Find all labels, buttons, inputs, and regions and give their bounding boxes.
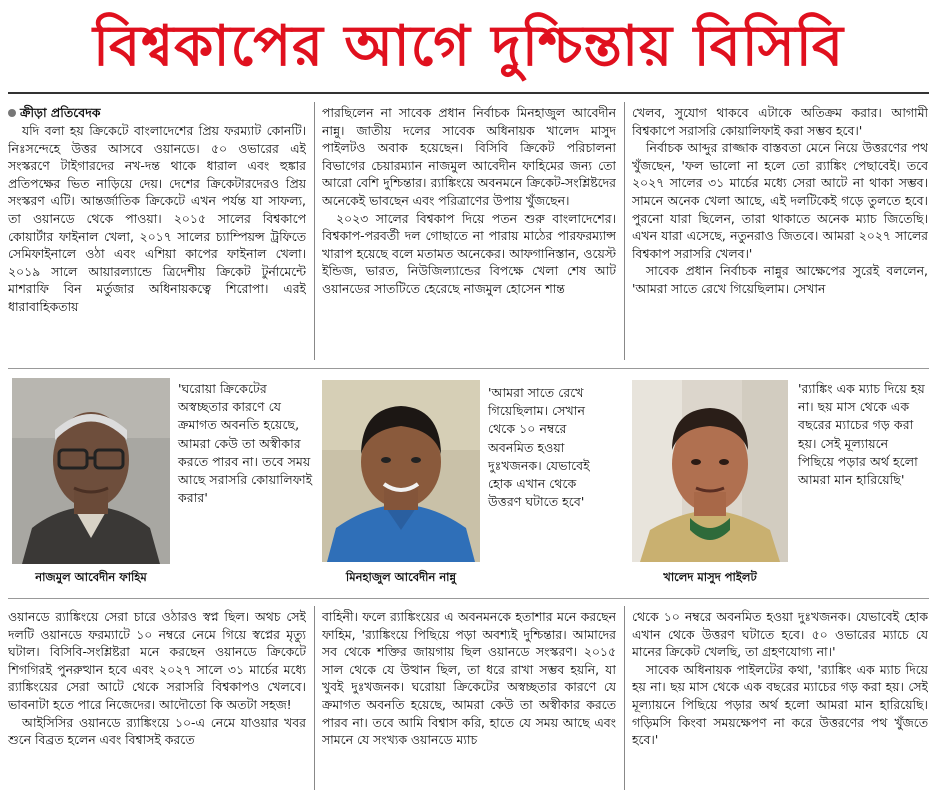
photo-najmul-abedin-fahim xyxy=(12,378,170,564)
paragraph: যদি বলা হয় ক্রিকেটে বাংলাদেশের প্রিয় ফরম্যাট কোনটি। নিঃসন্দেহে উত্তর আসবে ওয়ানডে। ৫০ ওভারের এই সংস্করণে টাইগারদের নখ-দন্ত থাকে ধারাল এবং হুঙ্কার প্রতিপক্ষের ভিত নাড়িয়ে দেয়। দেশের ক্রিকেটারদেরও প্রিয় সংস্করণ এটি। আন্তর্জাতিক ক্রিকেটে এখন পর্যন্ত যা সাফল্য, তা ওয়ানডে থেকে পাওয়া। ২০১৫ সালের বিশ্বকাপে কোয়ার্টার ফাইনাল খেলা, ২০১৭ সালের চ্যাম্পিয়ন্স ট্রফিতে সেমিফাইনালে ওঠা এবং এশিয়া কাপের ফাইনাল খেলা। ২০১৯ সালে আয়ারল্যান্ডে ত্রিদেশীয় ক্রিকেট টুর্নামেন্টে মাশরাফি বিন মর্তুজার অধিনায়কত্বে শিরোপা। এরই ধারাবাহিকতায় xyxy=(8,123,306,314)
article-column-top-2 xyxy=(322,104,616,360)
section-rule xyxy=(8,598,929,599)
column-divider xyxy=(314,606,315,790)
column-divider xyxy=(314,102,315,360)
caption-fahim: নাজমুল আবেদীন ফাহিম xyxy=(35,570,147,584)
paragraph: ওয়ানডে র‌্যাঙ্কিংয়ে সেরা চারে ওঠারও স্বপ্ন ছিল। অথচ সেই দলটি ওয়ানডে ফরম্যাটে ১০ নম্বরে নেমে গিয়ে স্বপ্নের মৃত্যু ঘটাল। বিসিবি-সংশ্লিষ্টরা মনে করছেন ওয়ানডে ক্রিকেটে শিগগিরই পুনরুত্থান হবে এবং ২০২৭ সালে ৩১ মার্চের মধ্যে র‌্যাঙ্কিংয়ের সেরা আটে থেকে সরাসরি বিশ্বকাপও খেলবে। ভাবনাটা হতে পারে নিজেদের। আদৌতো কি অতটা সহজ! xyxy=(8,609,306,712)
bullet-icon xyxy=(8,109,16,117)
article-column-bottom-3 xyxy=(632,608,928,790)
photo-minhajul-abedin-nannu xyxy=(322,380,480,562)
caption-pilot: খালেদ মাসুদ পাইলট xyxy=(663,570,757,584)
article-column-top-1 xyxy=(8,104,306,360)
section-rule xyxy=(8,368,929,369)
headline: বিশ্বকাপের আগে দুশ্চিন্তায় বিসিবি xyxy=(93,14,844,79)
headline-rule xyxy=(8,92,929,94)
paragraph: ২০২৩ সালের বিশ্বকাপ দিয়ে পতন শুরু বাংলাদেশের। বিশ্বকাপ-পরবর্তী দল গোছাতে না পারায় মাঠের পারফরম্যান্স খারাপ হয়েছে বলে মতামত অনেকের। আফগানিস্তান, ওয়েস্ট ইন্ডিজ, ভারত, নিউজিল্যান্ডের বিপক্ষে খেলা শেষ আট ওয়ানডের সাতটিতে হেরেছে নাজমুল হোসেন শান্ত xyxy=(322,210,616,296)
byline-text: ক্রীড়া প্রতিবেদক xyxy=(20,105,101,120)
pull-quote-fahim: 'ঘরোয়া ক্রিকেটের অস্বচ্ছতার কারণে যে ক্রমাগত অবনতি হয়েছে, আমরা কেউ তা অস্বীকার করতে পারব না। তবে সময় আছে সরাসরি কোয়ালিফাই করার' xyxy=(178,381,313,506)
article-column-top-3 xyxy=(632,104,928,360)
column-divider xyxy=(624,102,625,360)
paragraph: বাহিনী। ফলে র‌্যাঙ্কিংয়ের এ অবনমনকে হতাশার মনে করছেন ফাহিম, 'র‌্যাঙ্কিংয়ে পিছিয়ে পড়া অবশ্যই দুশ্চিন্তার। আমাদের সব থেকে শক্তির জায়গায় ছিল ওয়ানডে সংস্করণ। ২০১৫ সাল থেকে যে উত্থান ছিল, তা ধরে রাখা সম্ভব হয়নি, যা খুবই দুঃখজনক। ঘরোয়া ক্রিকেটের অস্বচ্ছতার কারণে যে ক্রমাগত অবনতি হয়েছে, আমরা কেউ তা অস্বীকার করতে পারব না। তবে আমি বিশ্বাস করি, হাতে যে সময় আছে এবং সামনে যে সংখ্যক ওয়ানডে ম্যাচ xyxy=(322,609,616,748)
article-column-bottom-2 xyxy=(322,608,616,790)
pull-quote-nannu: 'আমরা সাতে রেখে গিয়েছিলাম। সেখান থেকে ১০ নম্বরে অবনমিত হওয়া দুঃখজনক। যেভাবেই হোক এখান থেকে উত্তরণ ঘটাতে হবে' xyxy=(488,385,590,510)
article-column-bottom-1 xyxy=(8,608,306,790)
paragraph: থেকে ১০ নম্বরে অবনমিত হওয়া দুঃখজনক। যেভাবেই হোক এখান থেকে উত্তরণ ঘটাতে হবে। ৫০ ওভারের ম্যাচে যে মানের ক্রিকেট খেলছি, তা গ্রহণযোগ্য না।' xyxy=(632,609,928,660)
paragraph: পারছিলেন না সাবেক প্রধান নির্বাচক মিনহাজুল আবেদীন নান্নু। জাতীয় দলের সাবেক অধিনায়ক খালেদ মাসুদ পাইলটও অবাক হয়েছেন। বিসিবি ক্রিকেট পরিচালনা বিভাগের চেয়ারম্যান নাজমুল আবেদীন ফাহিমের জন্য তো আরো বেশি দুশ্চিন্তার। র‌্যাঙ্কিংয়ে অবনমনে ক্রিকেট-সংশ্লিষ্টদের অনেকেই ভাবছেন এবং পরিত্রাণের উপায় খুঁজছেন। xyxy=(322,105,616,208)
pull-quote-pilot: 'র‌্যাঙ্কিং এক ম্যাচ দিয়ে হয় না। ছয় মাস থেকে এক বছরের ম্যাচের গড় করা হয়। সেই মূল্যায়নে পিছিয়ে পড়ার অর্থ হলো আমরা মান হারিয়েছি' xyxy=(798,381,925,488)
paragraph: আইসিসির ওয়ানডে র‌্যাঙ্কিংয়ে ১০-এ নেমে যাওয়ার খবর শুনে বিব্রত হলেন এবং বিশ্বাসই করতে xyxy=(8,714,306,748)
paragraph: সাবেক প্রধান নির্বাচক নান্নুর আক্ষেপের সুরেই বললেন, 'আমরা সাতে রেখে গিয়েছিলাম। সেখান xyxy=(632,263,928,296)
byline xyxy=(8,104,306,121)
paragraph: খেলব, সুযোগ থাকবে এটাকে অতিক্রম করার। আগামী বিশ্বকাপে সরাসরি কোয়ালিফাই করা সম্ভব হবে।' xyxy=(632,105,928,138)
photo-khaled-masud-pilot xyxy=(632,380,788,562)
column-divider xyxy=(624,606,625,790)
paragraph: নির্বাচক আব্দুর রাজ্জাক বাস্তবতা মেনে নিয়ে উত্তরণের পথ খুঁজছেন, 'ফল ভালো না হলে তো র‌্যাঙ্কিং পেছাবেই। তবে ২০২৭ সালের ৩১ মার্চের মধ্যে সেরা আটে না থাকা সম্ভব। সামনে অনেক খেলা আছে, এই দলটিকেই গড়ে তুলতে হবে। পুরনো যারা ছিলেন, তারা থাকাতে অনেক ম্যাচ জিতেছি। এখন যারা এসেছে, নতুনরাও জিতবে। আমরা ২০২৭ সালের বিশ্বকাপ সরাসরি খেলব।' xyxy=(632,140,928,261)
paragraph: সাবেক অধিনায়ক পাইলটের কথা, 'র‌্যাঙ্কিং এক ম্যাচ দিয়ে হয় না। ছয় মাস থেকে এক বছরের ম্যাচের গড় করা হয়। সেই মূল্যায়নে পিছিয়ে পড়ার অর্থ হলো আমরা মান হারিয়েছি। গড়িমসি কিংবা সময়ক্ষেপণ না করে উত্তরণের পথ খুঁজতে হবে।' xyxy=(632,661,928,748)
caption-nannu: মিনহাজুল আবেদীন নান্নু xyxy=(345,570,457,584)
